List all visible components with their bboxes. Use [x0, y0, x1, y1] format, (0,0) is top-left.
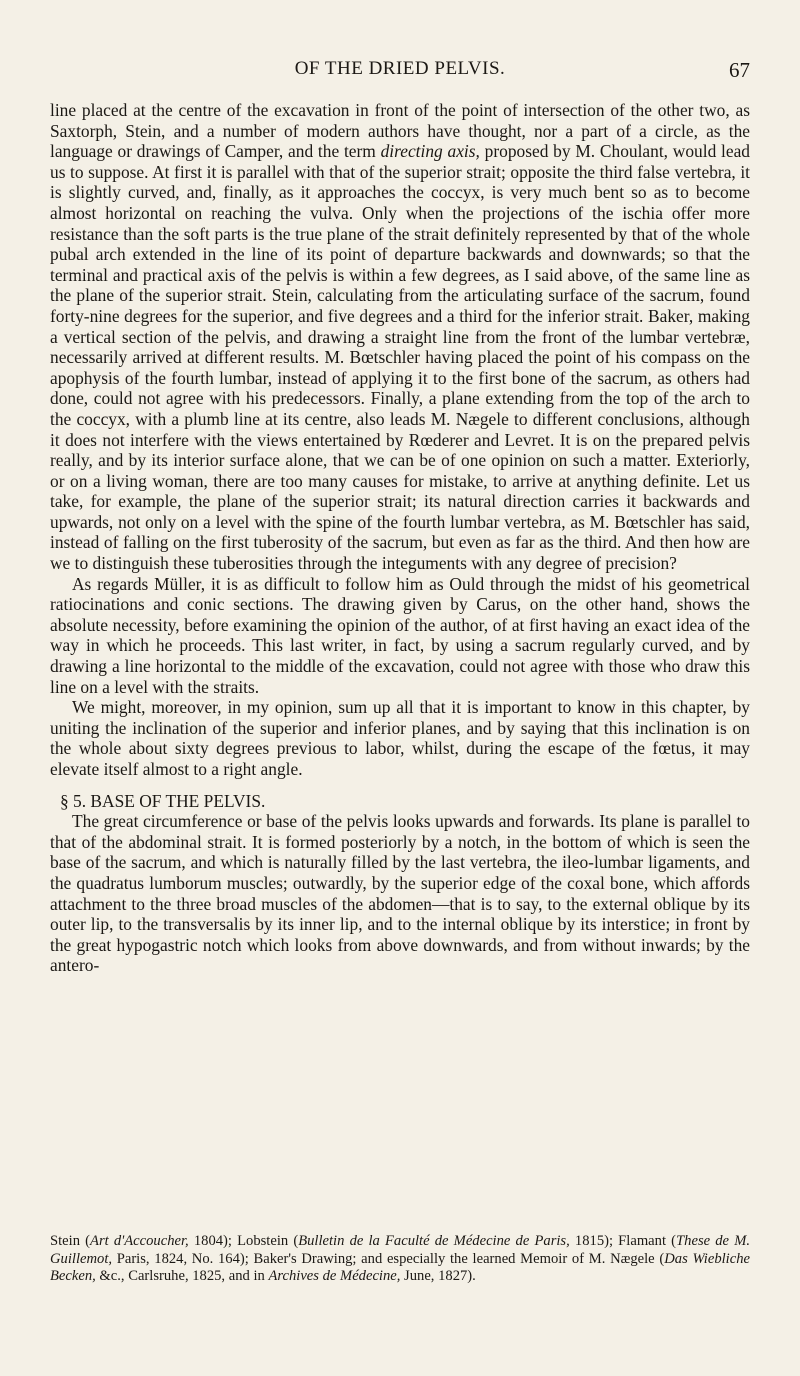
section-heading: § 5. BASE OF THE PELVIS. — [60, 790, 266, 811]
footnote-segment: June, 1827). — [400, 1268, 476, 1285]
section-paragraph: The great circumference or base of the pelvis looks upwards and forwards. Its plane is parallel to that of the abdominal strait. It is formed posteriorly by a notch, in the bottom of which is seen the base of the sacrum, and which is naturally filled by the last vertebra, the ileo-lumbar ligaments, and the quadratus lumborum muscles; outwardly, by the superior edge of the coxal bone, which affords attachment to the three broad muscles of the abdomen—that is to say, to the external oblique by its outer lip, to the transversalis by its inner lip, and to the internal oblique by its interstice; in front by the great hypogastric notch which looks from above downwards, and from without inwards; by the antero- — [50, 811, 750, 976]
footnote-segment: Stein ( — [50, 1233, 91, 1249]
footnote-segment: Das Wiebliche Becken, — [50, 1250, 750, 1285]
footnote-segment: These de M. Guillemot, — [50, 1233, 750, 1267]
footnote-segment: 1815); Flamant ( — [569, 1233, 677, 1249]
body-text — [50, 100, 750, 976]
page-number: 67 — [729, 58, 750, 82]
paragraph-1 — [50, 100, 750, 574]
footnote — [50, 1233, 750, 1286]
paragraph-1-text-continued: proposed by M. Choulant, would lead us to suppose. At first it is parallel with that of the superior strait; opposite the third false vertebra, it is slightly curved, and, finally, as it approaches the coccyx, is very much bent so as to become almost horizontal on reaching the vulva. Only when the projections of the ischia offer more resistance than the soft parts is the true plane of the strait definitely represented by that of the whole pubal arch extended in the line of its point of departure backwards and downwards; so that the terminal and practical axis of the pelvis is within a few degrees, as I said above, of the same line as the plane of the superior strait. Stein, calculating from the articulating surface of the sacrum, found forty-nine degrees for the superior, and five degrees and a third for the inferior strait. Baker, making a vertical section of the pelvis, and drawing a straight line from the front of the lumbar vertebræ, necessarily arrived at different results. M. Bœtschler having placed the point of his compass on the apophysis of the fourth lumbar, instead of applying it to the first bone of the sacrum, as others had done, could not agree with his predecessors. Finally, a plane extending from the top of the arch to the coccyx, with a plumb line at its centre, also leads M. Nægele to different conclusions, although it does not interfere with the views entertained by Rœderer and Levret. It is on the prepared pelvis really, and by its interior surface alone, that we can be of one opinion on such a matter. Exteriorly, or on a living woman, there are too many causes for mistake, to arrive at anything definite. Let us take, for example, the plane of the superior strait; its natural direction carries it backwards and upwards, not only on a level with the spine of the fourth lumbar vertebra, as M. Bœtschler has said, instead of falling on the first tuberosity of the sacrum, but even as far as the third. And then how are we to distinguish these tuberosities through the integuments with any degree of precision? — [50, 141, 750, 574]
footnote-segment: Paris, 1824, No. 164); Baker's Drawing; and especially the learned Memoir of M. Nægele ( — [112, 1250, 665, 1267]
paragraph-3: We might, moreover, in my opinion, sum up all that it is important to know in this chapter, by uniting the inclination of the superior and inferior planes, and by saying that this inclination is on the whole about sixty degrees previous to labor, whilst, during the escape of the fœtus, it may elevate itself almost to a right angle. — [50, 697, 750, 779]
running-title: OF THE DRIED PELVIS. — [294, 58, 506, 79]
footnote-segment: 1804); Lobstein ( — [188, 1233, 299, 1249]
footnote-segment: Bulletin de la Faculté de Médecine de Paris, — [298, 1233, 570, 1249]
paragraph-1-text: line placed at the centre of the excavation in front of the point of intersection of the other two, as Saxtorph, Stein, and a number of modern authors have thought, nor a part of a circle, as the language or drawings of Camper, and the term — [50, 100, 750, 162]
footnote-segment: &c., Carlsruhe, 1825, and in — [95, 1268, 269, 1285]
paragraph-1-italic-term: directing axis, — [380, 141, 480, 162]
footnote-segment: Art d'Accoucher, — [90, 1233, 189, 1249]
page-header — [50, 58, 750, 84]
footnote-segment: Archives de Médecine, — [268, 1268, 401, 1285]
paragraph-2: As regards Müller, it is as difficult to follow him as Ould through the midst of his geometrical ratiocinations and conic sections. The drawing given by Carus, on the other hand, shows the absolute necessity, before examining the opinion of the author, of at first having an exact idea of the way in which he proceeds. This last writer, in fact, by using a sacrum regularly curved, and by drawing a line horizontal to the middle of the excavation, could not agree with those who draw this line on a level with the straits. — [50, 573, 750, 697]
